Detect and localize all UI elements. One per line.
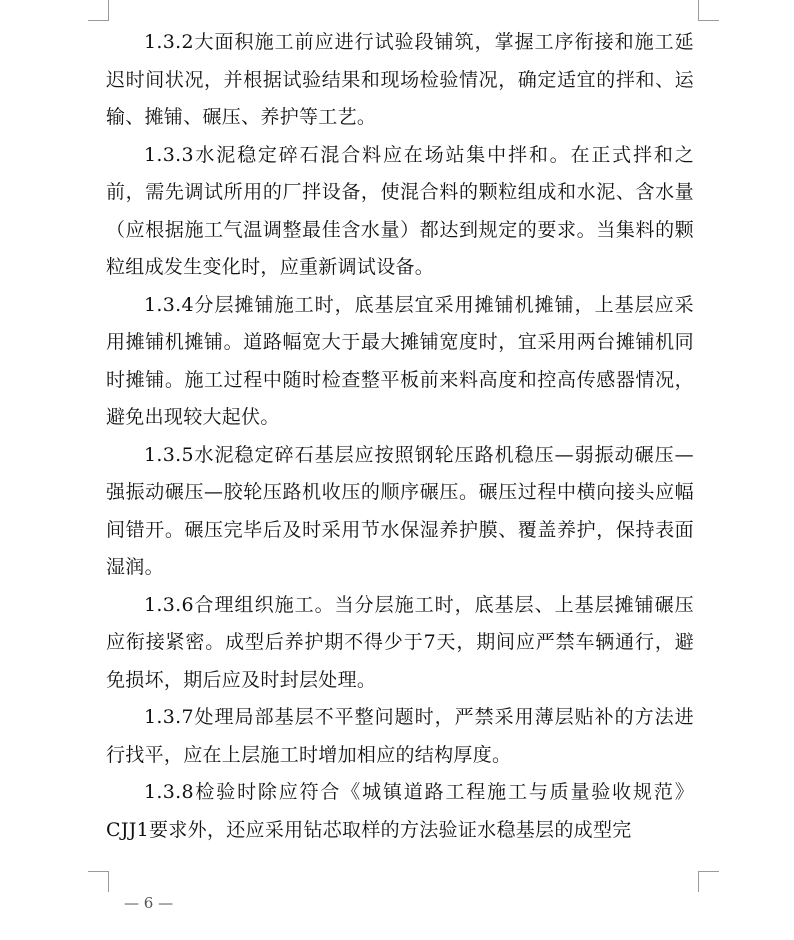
crop-mark-top-right (698, 0, 719, 21)
page-number: — 6 — (124, 894, 174, 912)
crop-mark-bottom-right (698, 871, 719, 892)
crop-mark-bottom-left (88, 871, 109, 892)
paragraph-1-3-5: 1.3.5水泥稳定碎石基层应按照钢轮压路机稳压—弱振动碾压—强振动碾压—胶轮压路机收压的顺序碾压。碾压过程中横向接头应幅间错开。碾压完毕后及时采用节水保湿养护膜、覆盖养护，保持表面湿润。 (106, 443, 694, 578)
paragraph-1-3-6: 1.3.6合理组织施工。当分层施工时，底基层、上基层摊铺碾压应衔接紧密。成型后养护期不得少于7天，期间应严禁车辆通行，避免损坏，期后应及时封层处理。 (106, 593, 694, 691)
paragraph-1-3-7: 1.3.7处理局部基层不平整问题时，严禁采用薄层贴补的方法进行找平，应在上层施工时增加相应的结构厚度。 (106, 706, 694, 766)
paragraph-1-3-8: 1.3.8检验时除应符合《城镇道路工程施工与质量验收规范》CJJ1要求外，还应采用钻芯取样的方法验证水稳基层的成型完 (106, 781, 694, 841)
paragraph-1-3-4: 1.3.4分层摊铺施工时，底基层宜采用摊铺机摊铺，上基层应采用摊铺机摊铺。道路幅宽大于最大摊铺宽度时，宜采用两台摊铺机同时摊铺。施工过程中随时检查整平板前来料高度和控高传感器情况，避免出现较大起伏。 (106, 293, 694, 428)
crop-mark-top-left (88, 0, 109, 21)
document-body (106, 24, 694, 849)
paragraph-1-3-2: 1.3.2大面积施工前应进行试验段铺筑，掌握工序衔接和施工延迟时间状况，并根据试验结果和现场检验情况，确定适宜的拌和、运输、摊铺、碾压、养护等工艺。 (106, 31, 694, 128)
paragraph-1-3-3: 1.3.3水泥稳定碎石混合料应在场站集中拌和。在正式拌和之前，需先调试所用的厂拌设备，使混合料的颗粒组成和水泥、含水量（应根据施工气温调整最佳含水量）都达到规定的要求。当集料的颗粒组成发生变化时，应重新调试设备。 (106, 143, 694, 278)
